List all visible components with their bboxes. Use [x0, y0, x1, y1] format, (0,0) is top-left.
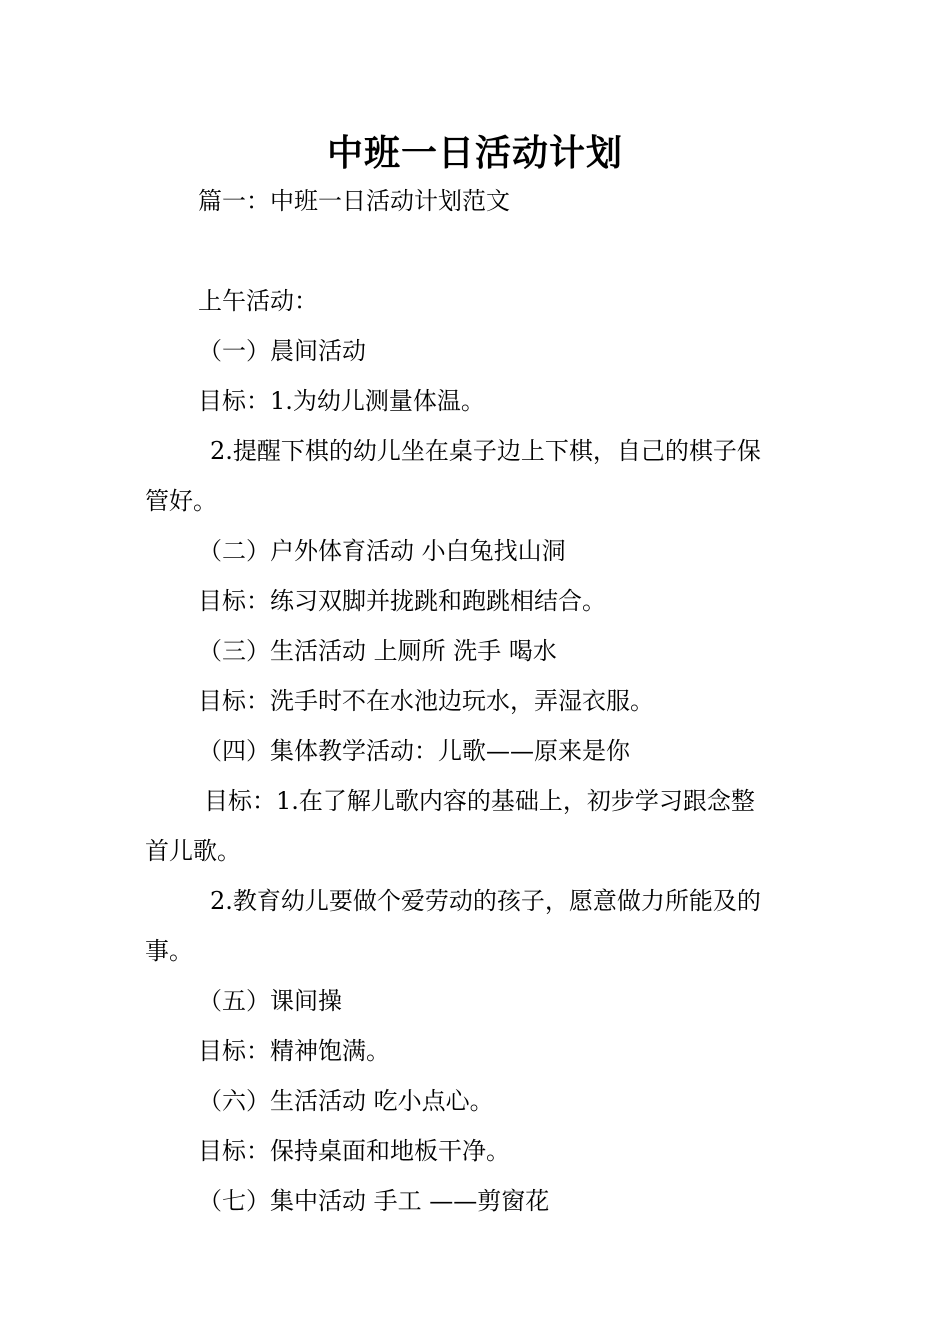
paragraph-line: （七）集中活动 手工 ——剪窗花 — [198, 1187, 550, 1215]
paragraph-line: 2.教育幼儿要做个爱劳动的孩子，愿意做力所能及的 — [210, 887, 761, 915]
paragraph-line: （三）生活活动 上厕所 洗手 喝水 — [198, 637, 557, 665]
paragraph-line: 事。 — [145, 937, 193, 965]
paragraph-line: 目标：精神饱满。 — [198, 1037, 390, 1065]
paragraph-line: 管好。 — [145, 487, 217, 515]
paragraph-line: （六）生活活动 吃小点心。 — [198, 1087, 494, 1115]
paragraph-line: 目标：1.为幼儿测量体温。 — [198, 387, 485, 415]
paragraph-line: （四）集体教学活动：儿歌——原来是你 — [198, 737, 630, 765]
paragraph-line: 目标：洗手时不在水池边玩水，弄湿衣服。 — [198, 687, 654, 715]
paragraph-line: （五）课间操 — [198, 987, 342, 1015]
paragraph-line: 目标：练习双脚并拢跳和跑跳相结合。 — [198, 587, 606, 615]
section-heading: 篇一：中班一日活动计划范文 — [198, 187, 510, 215]
document-title: 中班一日活动计划 — [326, 132, 623, 174]
paragraph-line: 目标：保持桌面和地板干净。 — [198, 1137, 510, 1165]
paragraph-line: 目标：1.在了解儿歌内容的基础上，初步学习跟念整 — [204, 787, 755, 815]
paragraph-line: （一）晨间活动 — [198, 337, 366, 365]
paragraph-line: 首儿歌。 — [145, 837, 241, 865]
paragraph-line: 上午活动： — [198, 287, 318, 315]
paragraph-line: （二）户外体育活动 小白兔找山洞 — [198, 537, 566, 565]
paragraph-line: 2.提醒下棋的幼儿坐在桌子边上下棋，自己的棋子保 — [210, 437, 761, 465]
